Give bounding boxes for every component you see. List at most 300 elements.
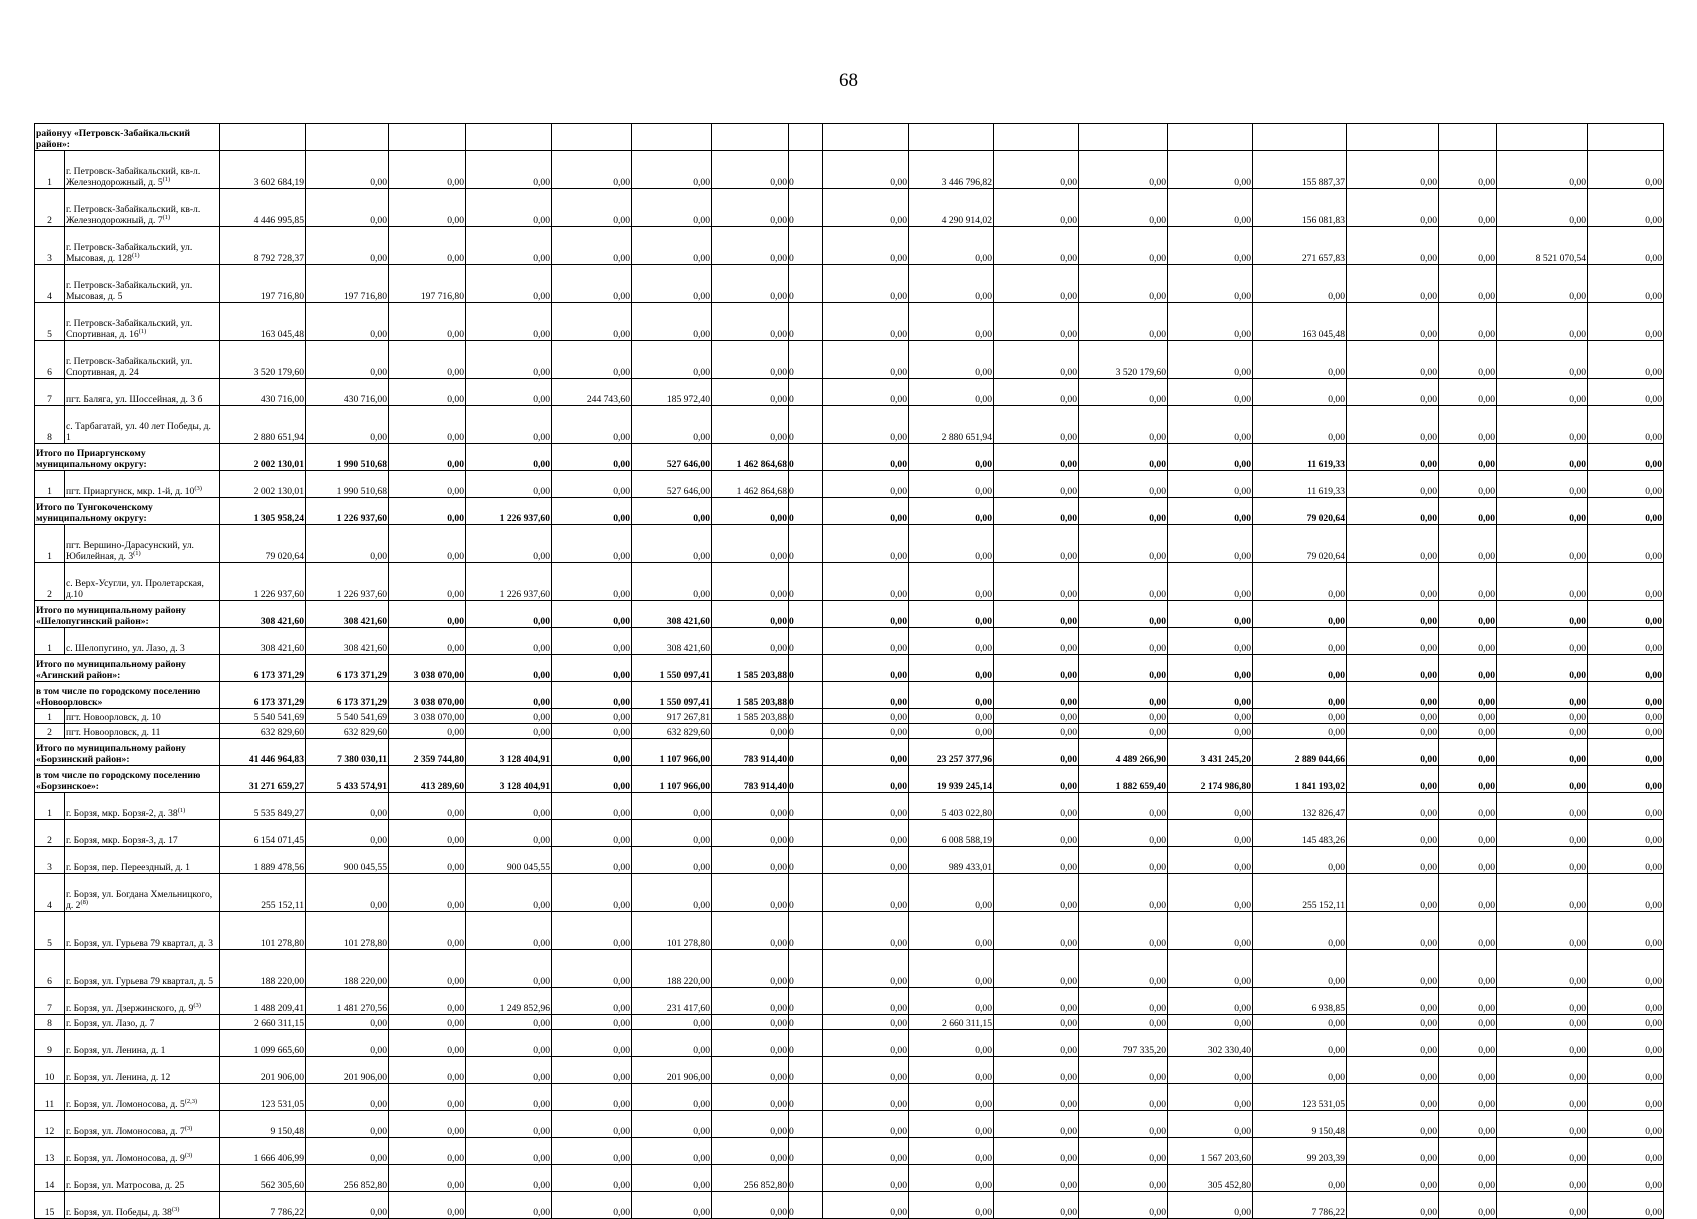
value-cell: 0,00	[909, 1057, 994, 1084]
value-cell: 0,00	[1588, 1138, 1664, 1165]
value-cell: 0,00	[1347, 265, 1439, 303]
table-row	[35, 709, 1664, 724]
value-cell: 9 150,48	[1253, 1111, 1347, 1138]
value-cell: 0,00	[712, 406, 789, 444]
value-cell: 0,00	[823, 709, 909, 724]
value-cell: 0,00	[823, 988, 909, 1015]
value-cell: 0,00	[1439, 820, 1497, 847]
budget-table	[34, 123, 1664, 1219]
value-cell: 0,00	[1079, 709, 1168, 724]
footnote-mark: (1)	[131, 251, 140, 259]
table-row-total	[35, 739, 1664, 766]
address-cell: с. Тарбагатай, ул. 40 лет Победы, д. 1	[65, 406, 220, 444]
value-cell: 0,00	[1588, 563, 1664, 601]
value-cell: 0	[789, 471, 823, 498]
value-cell: 0,00	[823, 601, 909, 628]
table-row	[35, 227, 1664, 265]
value-cell: 0,00	[712, 820, 789, 847]
value-cell	[1079, 124, 1168, 151]
value-cell: 0,00	[1588, 444, 1664, 471]
value-cell	[306, 124, 389, 151]
value-cell: 1 990 510,68	[306, 444, 389, 471]
value-cell: 0,00	[466, 1084, 552, 1111]
value-cell: 562 305,60	[220, 1165, 306, 1192]
value-cell: 0,00	[552, 341, 632, 379]
value-cell: 0,00	[1588, 950, 1664, 988]
value-cell: 1 226 937,60	[306, 563, 389, 601]
value-cell: 0	[789, 793, 823, 820]
table-row	[35, 847, 1664, 874]
value-cell: 0,00	[552, 1030, 632, 1057]
value-cell: 31 271 659,27	[220, 766, 306, 793]
value-cell	[1497, 124, 1588, 151]
value-cell: 0,00	[712, 912, 789, 950]
value-cell: 0,00	[1497, 682, 1588, 709]
value-cell: 0,00	[909, 682, 994, 709]
table-row-total	[35, 124, 1664, 151]
value-cell: 0,00	[909, 563, 994, 601]
value-cell: 0,00	[994, 525, 1079, 563]
value-cell: 0,00	[1439, 1111, 1497, 1138]
table-row-total	[35, 655, 1664, 682]
value-cell: 0,00	[389, 189, 466, 227]
value-cell: 0,00	[994, 444, 1079, 471]
value-cell: 0,00	[1588, 739, 1664, 766]
value-cell: 0,00	[1168, 444, 1253, 471]
address-cell: г. Борзя, ул. Ломоносова, д. 9$^{(3)}$	[65, 1138, 220, 1165]
value-cell: 0,00	[466, 189, 552, 227]
value-cell: 0,00	[1497, 1015, 1588, 1030]
value-cell: 0,00	[1253, 655, 1347, 682]
value-cell: 0,00	[1588, 988, 1664, 1015]
value-cell: 430 716,00	[220, 379, 306, 406]
value-cell: 0,00	[1497, 1057, 1588, 1084]
value-cell: 6 173 371,29	[220, 655, 306, 682]
row-index: 6	[35, 341, 65, 379]
value-cell: 0,00	[306, 1111, 389, 1138]
value-cell: 0,00	[1347, 628, 1439, 655]
value-cell: 123 531,05	[1253, 1084, 1347, 1111]
value-cell: 0,00	[389, 227, 466, 265]
value-cell: 0,00	[552, 1057, 632, 1084]
address-cell: г. Борзя, ул. Дзержинского, д. 9$^{(3)}$	[65, 988, 220, 1015]
value-cell: 7 380 030,11	[306, 739, 389, 766]
row-index: 1	[35, 628, 65, 655]
value-cell: 0,00	[823, 151, 909, 189]
value-cell: 0,00	[1497, 406, 1588, 444]
value-cell: 0	[789, 1165, 823, 1192]
value-cell: 1 226 937,60	[220, 563, 306, 601]
address-cell: г. Петровск-Забайкальский, кв-л. Железнодорожный, д. 7$^{(1)}$	[65, 189, 220, 227]
value-cell: 0,00	[712, 1138, 789, 1165]
value-cell: 0,00	[389, 1165, 466, 1192]
value-cell: 0,00	[306, 341, 389, 379]
value-cell: 0,00	[712, 498, 789, 525]
row-index: 8	[35, 1015, 65, 1030]
value-cell: 99 203,39	[1253, 1138, 1347, 1165]
value-cell: 0,00	[1347, 498, 1439, 525]
value-cell: 0,00	[823, 1192, 909, 1219]
value-cell: 0	[789, 1057, 823, 1084]
value-cell: 0,00	[1168, 265, 1253, 303]
value-cell: 0,00	[389, 444, 466, 471]
value-cell: 0,00	[712, 341, 789, 379]
value-cell: 3 038 070,00	[389, 709, 466, 724]
value-cell: 0,00	[909, 912, 994, 950]
value-cell: 0,00	[1347, 766, 1439, 793]
value-cell: 0,00	[909, 1030, 994, 1057]
value-cell: 1 889 478,56	[220, 847, 306, 874]
value-cell: 0,00	[552, 628, 632, 655]
value-cell: 0,00	[1079, 847, 1168, 874]
value-cell: 0,00	[1347, 341, 1439, 379]
value-cell: 0,00	[1588, 525, 1664, 563]
value-cell: 0,00	[1079, 1084, 1168, 1111]
value-cell: 0,00	[909, 1192, 994, 1219]
value-cell: 0,00	[1497, 709, 1588, 724]
value-cell: 0,00	[1079, 793, 1168, 820]
value-cell: 0,00	[552, 988, 632, 1015]
value-cell: 0,00	[389, 1138, 466, 1165]
value-cell: 0,00	[632, 1111, 712, 1138]
value-cell: 0,00	[1588, 1165, 1664, 1192]
value-cell: 0,00	[1439, 724, 1497, 739]
value-cell: 0,00	[823, 1138, 909, 1165]
value-cell	[1253, 124, 1347, 151]
value-cell: 0,00	[1079, 1057, 1168, 1084]
value-cell: 0,00	[466, 303, 552, 341]
value-cell: 308 421,60	[632, 628, 712, 655]
value-cell: 0,00	[823, 874, 909, 912]
value-cell: 0,00	[1347, 1138, 1439, 1165]
table-row	[35, 189, 1664, 227]
value-cell: 0,00	[1439, 628, 1497, 655]
value-cell: 0,00	[1439, 1084, 1497, 1111]
row-index: 12	[35, 1111, 65, 1138]
table-row	[35, 820, 1664, 847]
address-cell: г. Борзя, мкр. Борзя-2, д. 38$^{(1)}$	[65, 793, 220, 820]
value-cell: 0,00	[1347, 1084, 1439, 1111]
value-cell: 0,00	[994, 950, 1079, 988]
value-cell: 1 585 203,88	[712, 709, 789, 724]
value-cell: 0,00	[1168, 709, 1253, 724]
value-cell: 0,00	[1439, 189, 1497, 227]
value-cell: 632 829,60	[632, 724, 712, 739]
value-cell: 0,00	[1347, 950, 1439, 988]
value-cell: 1 226 937,60	[466, 563, 552, 601]
value-cell: 0,00	[1497, 655, 1588, 682]
value-cell: 1 226 937,60	[306, 498, 389, 525]
value-cell: 2 174 986,80	[1168, 766, 1253, 793]
address-cell: с. Верх-Усугли, ул. Пролетарская, д.10	[65, 563, 220, 601]
value-cell	[823, 124, 909, 151]
value-cell: 0,00	[306, 227, 389, 265]
value-cell: 0,00	[1588, 227, 1664, 265]
address-cell: г. Борзя, ул. Ленина, д. 1	[65, 1030, 220, 1057]
value-cell: 1 107 966,00	[632, 766, 712, 793]
value-cell: 0,00	[909, 471, 994, 498]
value-cell: 2 359 744,80	[389, 739, 466, 766]
value-cell: 0,00	[632, 498, 712, 525]
value-cell: 0,00	[1497, 601, 1588, 628]
value-cell: 0,00	[1079, 1138, 1168, 1165]
value-cell: 0,00	[1497, 151, 1588, 189]
value-cell: 0,00	[389, 1057, 466, 1084]
value-cell: 0,00	[466, 471, 552, 498]
value-cell: 5 403 022,80	[909, 793, 994, 820]
value-cell: 0,00	[1168, 601, 1253, 628]
value-cell: 0,00	[1497, 303, 1588, 341]
value-cell: 0,00	[552, 601, 632, 628]
value-cell: 0,00	[1253, 682, 1347, 709]
value-cell: 0,00	[1079, 724, 1168, 739]
value-cell: 0,00	[1497, 874, 1588, 912]
value-cell: 0	[789, 912, 823, 950]
value-cell: 0	[789, 1015, 823, 1030]
address-cell: г. Борзя, мкр. Борзя-3, д. 17	[65, 820, 220, 847]
value-cell: 256 852,80	[306, 1165, 389, 1192]
value-cell: 0,00	[909, 628, 994, 655]
value-cell: 0,00	[466, 1111, 552, 1138]
value-cell: 0,00	[466, 709, 552, 724]
value-cell: 527 646,00	[632, 471, 712, 498]
footnote-mark: (8)	[80, 898, 89, 906]
value-cell	[389, 124, 466, 151]
value-cell: 0,00	[823, 444, 909, 471]
value-cell: 0,00	[1079, 379, 1168, 406]
value-cell: 0,00	[1347, 724, 1439, 739]
value-cell: 0,00	[552, 1138, 632, 1165]
value-cell: 0,00	[1347, 406, 1439, 444]
section-title: в том числе по городскому поселению «Новоорловск»	[35, 682, 220, 709]
value-cell: 0,00	[909, 601, 994, 628]
value-cell: 308 421,60	[632, 601, 712, 628]
value-cell: 0,00	[1588, 1030, 1664, 1057]
value-cell: 0,00	[466, 682, 552, 709]
value-cell: 0,00	[1253, 1030, 1347, 1057]
table-row	[35, 988, 1664, 1015]
value-cell: 0,00	[1079, 563, 1168, 601]
table-row	[35, 406, 1664, 444]
value-cell: 0,00	[1168, 655, 1253, 682]
table-row	[35, 341, 1664, 379]
value-cell: 256 852,80	[712, 1165, 789, 1192]
value-cell: 0,00	[1588, 1057, 1664, 1084]
value-cell: 0,00	[306, 1138, 389, 1165]
value-cell: 101 278,80	[632, 912, 712, 950]
value-cell: 0,00	[552, 303, 632, 341]
value-cell: 308 421,60	[306, 628, 389, 655]
value-cell: 188 220,00	[220, 950, 306, 988]
value-cell: 0,00	[1079, 1165, 1168, 1192]
table-row	[35, 303, 1664, 341]
footnote-mark: (1)	[177, 806, 186, 814]
value-cell: 0,00	[1168, 563, 1253, 601]
value-cell: 0,00	[466, 265, 552, 303]
value-cell: 0,00	[823, 525, 909, 563]
value-cell: 4 290 914,02	[909, 189, 994, 227]
value-cell: 632 829,60	[306, 724, 389, 739]
value-cell	[632, 124, 712, 151]
value-cell: 1 488 209,41	[220, 988, 306, 1015]
value-cell: 0,00	[712, 1111, 789, 1138]
value-cell: 0,00	[712, 189, 789, 227]
value-cell: 0,00	[306, 406, 389, 444]
value-cell: 0,00	[1079, 227, 1168, 265]
value-cell: 0,00	[1079, 874, 1168, 912]
value-cell: 0,00	[552, 151, 632, 189]
value-cell: 0,00	[1168, 912, 1253, 950]
value-cell: 188 220,00	[306, 950, 389, 988]
footnote-mark: (3)	[184, 1151, 193, 1159]
value-cell: 0,00	[389, 874, 466, 912]
value-cell: 0	[789, 525, 823, 563]
value-cell: 0,00	[1168, 1111, 1253, 1138]
value-cell: 0,00	[1439, 471, 1497, 498]
value-cell: 0,00	[1168, 1057, 1253, 1084]
value-cell: 0,00	[306, 1192, 389, 1219]
value-cell: 0,00	[994, 406, 1079, 444]
value-cell: 0,00	[632, 1030, 712, 1057]
value-cell: 0,00	[823, 766, 909, 793]
value-cell: 0,00	[466, 874, 552, 912]
value-cell: 0,00	[1347, 601, 1439, 628]
value-cell: 0,00	[1168, 820, 1253, 847]
value-cell: 0,00	[909, 1111, 994, 1138]
value-cell: 0,00	[994, 1084, 1079, 1111]
row-index: 11	[35, 1084, 65, 1111]
value-cell: 156 081,83	[1253, 189, 1347, 227]
value-cell: 0,00	[1347, 847, 1439, 874]
value-cell: 0,00	[712, 265, 789, 303]
value-cell: 0,00	[552, 912, 632, 950]
value-cell: 1 249 852,96	[466, 988, 552, 1015]
value-cell: 0,00	[552, 189, 632, 227]
value-cell: 0,00	[712, 847, 789, 874]
value-cell: 0,00	[1168, 1192, 1253, 1219]
value-cell: 0,00	[994, 1111, 1079, 1138]
table-row	[35, 724, 1664, 739]
value-cell: 0	[789, 444, 823, 471]
value-cell: 6 173 371,29	[306, 682, 389, 709]
address-cell: пгт. Приаргунск, мкр. 1-й, д. 10$^{(3)}$	[65, 471, 220, 498]
value-cell: 0,00	[1439, 988, 1497, 1015]
value-cell: 0,00	[632, 847, 712, 874]
value-cell: 0,00	[552, 724, 632, 739]
value-cell: 0,00	[1253, 601, 1347, 628]
value-cell: 0,00	[1168, 379, 1253, 406]
value-cell: 197 716,80	[389, 265, 466, 303]
address-cell: г. Борзя, ул. Богдана Хмельницкого, д. 2$^{(8)}$	[65, 874, 220, 912]
value-cell: 0,00	[389, 1030, 466, 1057]
value-cell: 0,00	[994, 1057, 1079, 1084]
value-cell: 0,00	[466, 628, 552, 655]
value-cell: 0,00	[389, 724, 466, 739]
value-cell: 0,00	[1497, 1165, 1588, 1192]
value-cell: 0,00	[1588, 379, 1664, 406]
value-cell: 11 619,33	[1253, 471, 1347, 498]
value-cell: 0,00	[994, 227, 1079, 265]
value-cell: 1 550 097,41	[632, 655, 712, 682]
value-cell: 0,00	[1347, 1057, 1439, 1084]
value-cell: 900 045,55	[306, 847, 389, 874]
footnote-mark: (2,3)	[184, 1097, 198, 1105]
value-cell: 0,00	[1079, 682, 1168, 709]
value-cell: 0,00	[909, 950, 994, 988]
value-cell: 201 906,00	[632, 1057, 712, 1084]
row-index: 2	[35, 563, 65, 601]
value-cell: 0,00	[1168, 406, 1253, 444]
value-cell: 0,00	[1497, 988, 1588, 1015]
value-cell: 0	[789, 1084, 823, 1111]
value-cell: 0,00	[389, 1192, 466, 1219]
value-cell: 0,00	[1497, 793, 1588, 820]
value-cell: 0	[789, 682, 823, 709]
value-cell: 0,00	[1439, 406, 1497, 444]
value-cell: 0	[789, 739, 823, 766]
value-cell: 0,00	[823, 265, 909, 303]
value-cell: 0,00	[712, 563, 789, 601]
value-cell: 0,00	[1497, 563, 1588, 601]
value-cell: 0,00	[1588, 151, 1664, 189]
value-cell: 0,00	[1168, 525, 1253, 563]
value-cell: 0,00	[823, 724, 909, 739]
value-cell: 0,00	[994, 874, 1079, 912]
row-index: 7	[35, 379, 65, 406]
value-cell: 0	[789, 227, 823, 265]
value-cell: 0,00	[1168, 471, 1253, 498]
value-cell: 0,00	[1347, 1030, 1439, 1057]
value-cell: 0,00	[823, 912, 909, 950]
row-index: 2	[35, 189, 65, 227]
value-cell: 0,00	[1588, 724, 1664, 739]
value-cell: 0,00	[1439, 682, 1497, 709]
value-cell: 0,00	[632, 1015, 712, 1030]
value-cell: 0,00	[1168, 1015, 1253, 1030]
value-cell: 1 666 406,99	[220, 1138, 306, 1165]
value-cell: 0,00	[712, 724, 789, 739]
value-cell: 8 521 070,54	[1497, 227, 1588, 265]
value-cell: 0,00	[1497, 912, 1588, 950]
value-cell: 0,00	[1439, 444, 1497, 471]
value-cell: 0,00	[712, 1057, 789, 1084]
value-cell: 0,00	[712, 988, 789, 1015]
value-cell: 0,00	[552, 709, 632, 724]
value-cell: 0	[789, 303, 823, 341]
value-cell: 0,00	[1439, 563, 1497, 601]
value-cell: 0,00	[712, 793, 789, 820]
row-index: 1	[35, 525, 65, 563]
value-cell: 0,00	[909, 525, 994, 563]
table-row	[35, 471, 1664, 498]
value-cell	[552, 124, 632, 151]
value-cell: 0,00	[994, 1015, 1079, 1030]
value-cell: 0,00	[1497, 1111, 1588, 1138]
value-cell: 0,00	[1439, 766, 1497, 793]
value-cell: 0,00	[994, 682, 1079, 709]
table-row	[35, 950, 1664, 988]
value-cell: 6 938,85	[1253, 988, 1347, 1015]
value-cell: 0,00	[823, 341, 909, 379]
value-cell: 0,00	[1497, 189, 1588, 227]
value-cell: 0,00	[1497, 1138, 1588, 1165]
value-cell: 0,00	[552, 793, 632, 820]
value-cell: 527 646,00	[632, 444, 712, 471]
value-cell: 0,00	[389, 847, 466, 874]
value-cell: 0,00	[552, 525, 632, 563]
value-cell: 0,00	[1168, 628, 1253, 655]
value-cell: 0,00	[552, 820, 632, 847]
